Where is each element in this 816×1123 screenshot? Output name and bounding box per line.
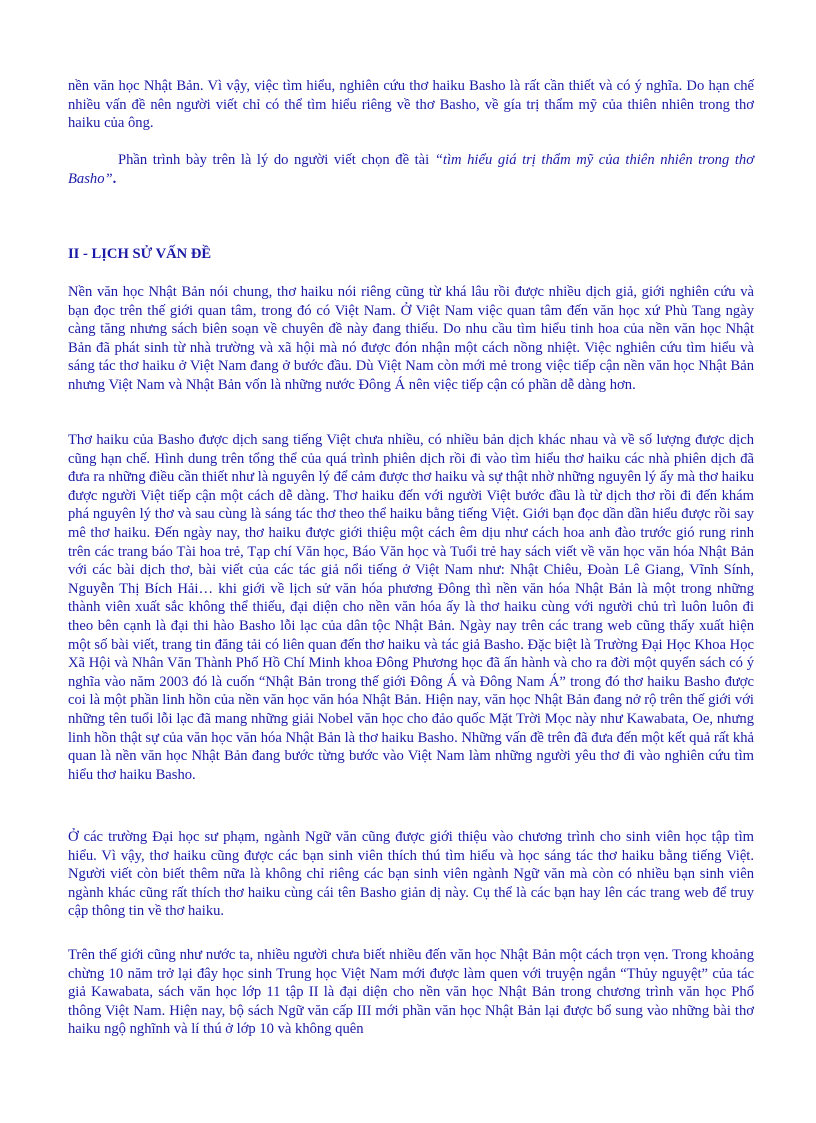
reason-paragraph <box>68 151 754 188</box>
body-paragraph: Trên thế giới cũng như nước ta, nhiều người chưa biết nhiều đến văn học Nhật Bản một cách trọn vẹn. Trong khoảng chừng 10 năm trở lại đây học sinh Trung học Việt Nam mới được làm quen với truyện ngắn “Thủy nguyệt” của tác giả Kawabata, sách văn học lớp 11 tập II là đại diện cho nền văn học Nhật Bản trong chương trình văn học Phổ thông Việt Nam. Hiện nay, bộ sách Ngữ văn cấp III mới phần văn học Nhật Bản lại được bổ sung vào những bài thơ haiku ngộ nghĩnh và lí thú ở lớp 10 và không quên <box>68 947 754 1038</box>
reason-period: . <box>112 170 117 187</box>
body-paragraph: Ở các trường Đại học sư phạm, ngành Ngữ văn cũng được giới thiệu vào chương trình cho sinh viên học tập tìm hiểu. Vì vậy, thơ haiku cũng được các bạn sinh viên thích thú tìm hiểu và học sáng tác thơ haiku bằng tiếng Việt. Người viết còn biết thêm nữa là không chỉ riêng các bạn sinh viên ngành Ngữ văn mà còn có nhiều bạn sinh viên ngành khác cũng rất thích thơ haiku cùng cái tên Basho giản dị này. Cụ thể là các bạn hay lên các trang web để truy cập thông tin về thơ haiku. <box>68 829 754 920</box>
section-heading: II - LỊCH SỬ VẤN ĐỀ <box>68 246 212 262</box>
body-paragraph: Thơ haiku của Basho được dịch sang tiếng Việt chưa nhiều, có nhiều bản dịch khác nhau và về số lượng được dịch cũng hạn chế. Hình dung trên tổng thể của quá trình phiên dịch rồi đi vào tìm hiểu thơ haiku các nhà phiên dịch đã đưa ra những điều cần thiết như là nguyên lý để cảm được thơ haiku và sự thật nhờ những nguyên lý ấy mà thơ haiku được người Việt tiếp cận một cách dễ dàng. Thơ haiku đến với người Việt bước đầu là từ dịch thơ rồi đi đến khám phá nguyên lý thơ và sau cùng là sáng tác thơ theo thể haiku bằng tiếng Việt. Giới bạn đọc dần dần hiểu được rồi say mê thơ haiku. Đến ngày nay, thơ haiku được giới thiệu một cách êm dịu như cách hoa anh đào trước gió rung rinh trên các trang báo Tài hoa trẻ, Tạp chí Văn học, Báo Văn học và Tuổi trẻ hay sách viết về văn học văn hóa Nhật Bản với các bài dịch thơ, bài viết của các tác giả nổi tiếng ở Việt Nam như: Nhật Chiêu, Đoàn Lê Giang, Vĩnh Sính, Nguyễn Thị Bích Hải… khi giới về lịch sử văn hóa phương Đông thì nền văn hóa Nhật Bản là một trong những thành viên xuất sắc không thể thiếu, đại diện cho nền văn hóa ấy là thơ haiku cùng với người chủ trì luôn luôn đi theo bên cạnh là đại thi hào Basho lỗi lạc của dân tộc Nhật Bản. Ngày nay trên các trang web cũng thấy xuất hiện một số bài viết, trang tin đăng tải có liên quan đến thơ haiku và tác giả Basho. Đặc biệt là Trường Đại Học Khoa Học Xã Hội và Nhân Văn Thành Phố Hồ Chí Minh khoa Đông Phương học đã ấn hành và cho ra đời một quyển sách có ý nghĩa vào năm 2003 đó là cuốn “Nhật Bản trong thế giới Đông Á và Đông Nam Á” trong đó thơ haiku Basho được coi là một phần linh hồn của nền văn học văn hóa Nhật Bản. Hiện nay, văn học Nhật Bản đang nở rộ trên thế giới với những tên tuổi lỗi lạc đã mang những giải Nobel văn học cho đảo quốc Mặt Trời Mọc này như Kawabata, Oe, nhưng linh hồn thật sự của văn học văn hóa Nhật Bản là thơ haiku Basho. Những vấn đề trên đã đưa đến một kết quả rất khả quan là nền văn học Nhật Bản đang bước từng bước vào Việt Nam làm những người yêu thơ đi vào nghiên cứu tìm hiểu thơ haiku Basho. <box>68 432 754 783</box>
topic-title: “tìm hiểu giá trị thẩm mỹ của thiên nhiên trong thơ Basho” <box>68 152 754 187</box>
reason-text: Phần trình bày trên là lý do người viết chọn đề tài <box>118 152 435 168</box>
body-paragraph: Nền văn học Nhật Bản nói chung, thơ haiku nói riêng cũng từ khá lâu rồi được nhiều dịch giả, giới nghiên cứu và bạn đọc trên thế giới quan tâm, trong đó có Việt Nam. Ở Việt Nam việc quan tâm đến văn học xứ Phù Tang ngày càng tăng nhưng sách biên soạn về chuyên đề này đang thiếu. Do nhu cầu tìm hiểu tinh hoa của nền văn học Nhật Bản đã phát sinh từ nhà trường và xã hội mà nó được đón nhận một cách nồng nhiệt. Việc nghiên cứu tìm hiểu và sáng tác thơ haiku ở Việt Nam đang ở bước đầu. Dù Việt Nam còn mới mẻ trong việc tiếp cận nền văn học Nhật Bản nhưng Việt Nam và Nhật Bản vốn là những nước Đông Á nên việc tiếp cận có phần dễ dàng hơn. <box>68 284 754 393</box>
intro-paragraph: nền văn học Nhật Bản. Vì vậy, việc tìm hiểu, nghiên cứu thơ haiku Basho là rất cần thiết và có ý nghĩa. Do hạn chế nhiều vấn đề nên người viết chỉ có thể tìm hiểu riêng về thơ Basho, về gía trị thẩm mỹ của thiên nhiên trong thơ haiku của ông. <box>68 78 754 132</box>
